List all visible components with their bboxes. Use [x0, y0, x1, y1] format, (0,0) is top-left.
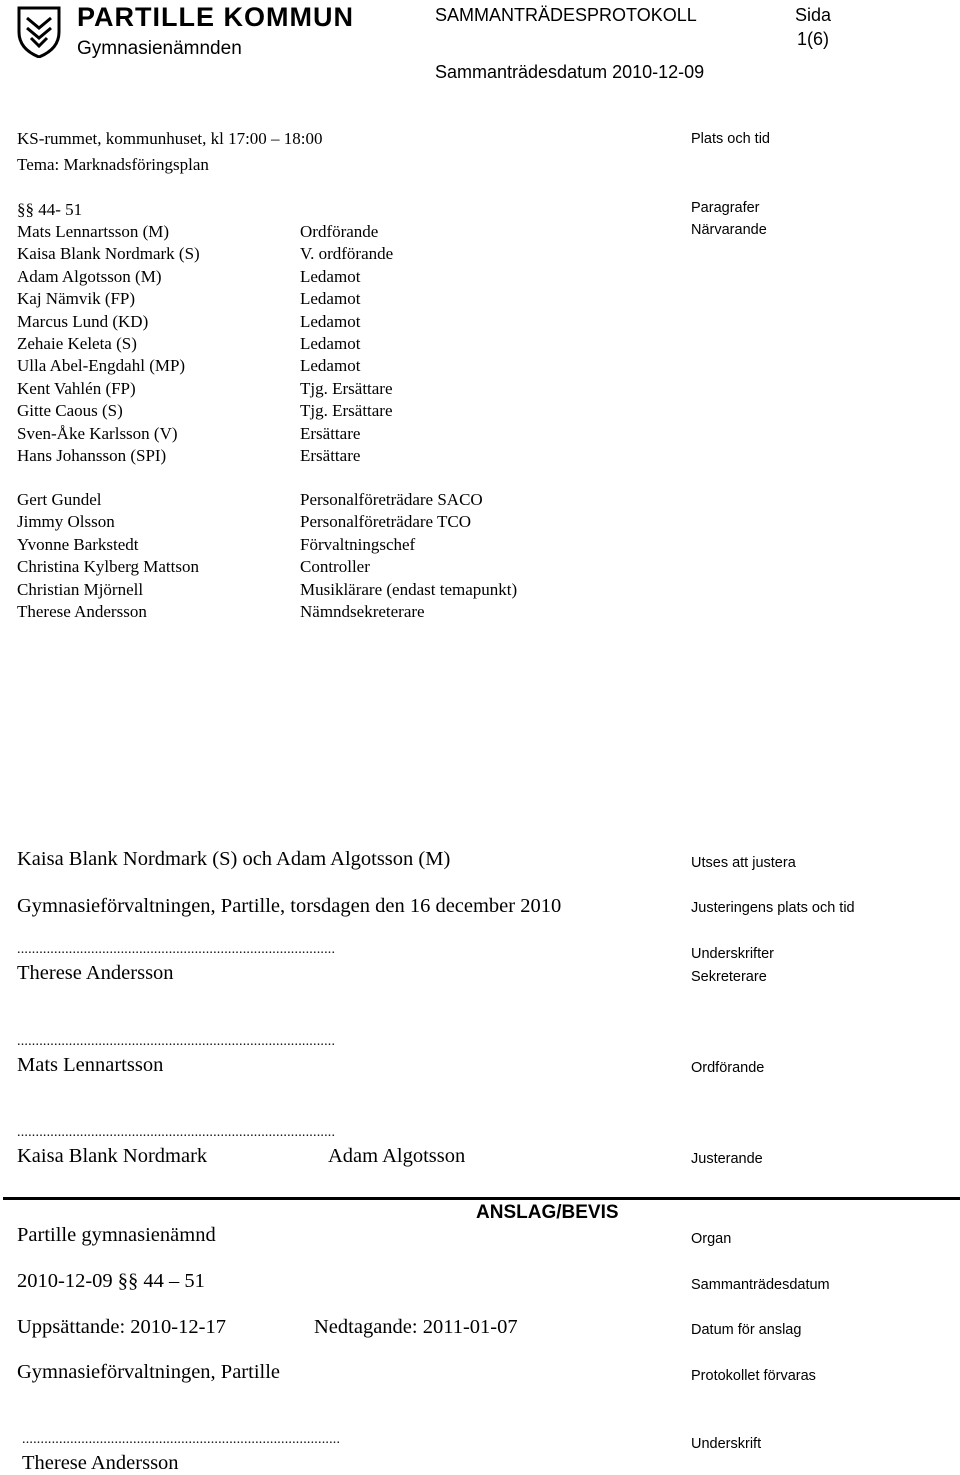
member-name: Sven-Åke Karlsson (V) — [17, 423, 178, 443]
member-name: Kent Vahlén (FP) — [17, 378, 136, 398]
posting-label: Datum för anslag — [691, 1322, 802, 1338]
adjust-place-label: Justeringens plats och tid — [691, 900, 855, 916]
member-name: Gitte Caous (S) — [17, 401, 123, 421]
paragraphs-value: §§ 44- 51 — [17, 200, 83, 219]
notice-signature-label: Underskrift — [691, 1436, 762, 1452]
chair-name: Mats Lennartsson — [17, 1054, 164, 1076]
member-name: Mats Lennartsson (M) — [17, 222, 170, 241]
section-divider — [3, 1197, 960, 1200]
chair-label: Ordförande — [691, 1060, 765, 1076]
place-time-label: Plats och tid — [691, 131, 770, 147]
notice-heading: ANSLAG/BEVIS — [476, 1202, 619, 1223]
other-name: Therese Andersson — [17, 602, 147, 622]
member-name: Kaisa Blank Nordmark (S) — [17, 244, 200, 264]
board-name: Gymnasienämnden — [77, 38, 242, 59]
posting-down: Nedtagande: 2011-01-07 — [314, 1316, 518, 1338]
member-role: Ersättare — [300, 423, 361, 443]
signature-dots-secretary: ...................................................................................... — [17, 942, 336, 957]
adjuster-name-2: Adam Algotsson — [328, 1145, 466, 1167]
member-role: Ersättare — [300, 446, 361, 466]
other-name: Yvonne Barkstedt — [17, 534, 139, 554]
org-name: PARTILLE KOMMUN — [77, 2, 354, 32]
signature-dots-notice: ...................................................................................... — [22, 1432, 341, 1447]
member-name: Hans Johansson (SPI) — [17, 446, 167, 466]
member-name: Zehaie Keleta (S) — [17, 334, 137, 354]
member-name: Kaj Nämvik (FP) — [17, 289, 136, 309]
member-name: Adam Algotsson (M) — [17, 266, 162, 286]
member-role: V. ordförande — [300, 244, 394, 264]
notice-date-value: 2010-12-09 §§ 44 – 51 — [17, 1270, 205, 1292]
other-role: Nämndsekreterare — [300, 602, 425, 622]
other-role: Musiklärare (endast temapunkt) — [300, 579, 518, 599]
page-number: 1(6) — [797, 29, 830, 49]
other-name: Christian Mjörnell — [17, 579, 144, 599]
other-names — [17, 489, 199, 623]
member-role: Tjg. Ersättare — [300, 378, 393, 398]
adjusters-value: Kaisa Blank Nordmark (S) och Adam Algotsson (M) — [17, 848, 451, 870]
other-roles — [300, 489, 517, 623]
posting-up: Uppsättande: 2010-12-17 — [17, 1316, 226, 1338]
kept-value: Gymnasieförvaltningen, Partille — [17, 1361, 281, 1383]
organ-value: Partille gymnasienämnd — [17, 1224, 216, 1246]
other-role: Personalföreträdare SACO — [300, 490, 483, 509]
other-name: Christina Kylberg Mattson — [17, 557, 199, 577]
other-role: Controller — [300, 557, 370, 577]
member-role: Ledamot — [300, 289, 361, 309]
member-role: Ledamot — [300, 311, 361, 331]
member-name: Marcus Lund (KD) — [17, 311, 149, 331]
place-time-line1: KS-rummet, kommunhuset, kl 17:00 – 18:00 — [17, 129, 323, 148]
page-label: Sida — [795, 5, 832, 25]
doc-type: SAMMANTRÄDESPROTOKOLL — [435, 5, 697, 25]
member-names — [17, 221, 200, 467]
other-name: Gert Gundel — [17, 490, 102, 509]
meeting-date: Sammanträdesdatum 2010-12-09 — [435, 62, 705, 82]
paragraphs-label: Paragrafer — [691, 200, 760, 216]
adjuster-name-1: Kaisa Blank Nordmark — [17, 1145, 208, 1167]
other-name: Jimmy Olsson — [17, 512, 115, 532]
member-name: Ulla Abel-Engdahl (MP) — [17, 356, 186, 376]
other-role: Personalföreträdare TCO — [300, 512, 472, 532]
member-role: Ledamot — [300, 334, 361, 354]
adjusters-signature-label: Justerande — [691, 1151, 763, 1167]
present-label: Närvarande — [691, 222, 767, 238]
other-role: Förvaltningschef — [300, 534, 416, 554]
signatures-label: Underskrifter — [691, 946, 774, 962]
notice-date-label: Sammanträdesdatum — [691, 1277, 830, 1293]
coat-of-arms-icon — [15, 4, 63, 58]
adjust-place-value: Gymnasieförvaltningen, Partille, torsdagen den 16 december 2010 — [17, 895, 562, 917]
place-time-line2: Tema: Marknadsföringsplan — [17, 155, 209, 174]
signature-dots-adjusters: ...................................................................................... — [17, 1125, 336, 1140]
notice-signature-name: Therese Andersson — [22, 1452, 179, 1474]
secretary-label: Sekreterare — [691, 969, 767, 985]
signature-dots-chair: ...................................................................................... — [17, 1034, 336, 1049]
adjusters-label: Utses att justera — [691, 855, 796, 871]
secretary-name: Therese Andersson — [17, 962, 174, 984]
member-role: Ledamot — [300, 266, 361, 286]
member-role: Ordförande — [300, 222, 379, 241]
organ-label: Organ — [691, 1231, 732, 1247]
member-role: Tjg. Ersättare — [300, 401, 393, 421]
member-role: Ledamot — [300, 356, 361, 376]
member-roles — [300, 221, 393, 467]
kept-label: Protokollet förvaras — [691, 1368, 816, 1384]
